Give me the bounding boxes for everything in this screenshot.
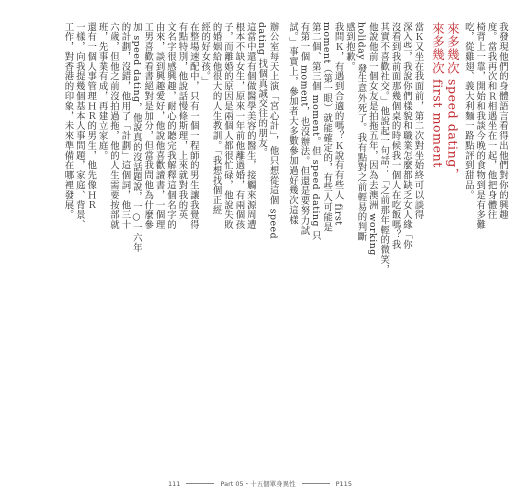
section-heading-line-2: 來多幾次 first moment (430, 22, 446, 168)
text-column: dating 找個真誠交往的朋友。 (256, 22, 268, 158)
text-column: 六歲，但他之前沒拍過拖，他的人生需要按部就 (108, 22, 119, 230)
text-column: 工作，對香港的印象，未來準備在哪裡發展。 (62, 22, 74, 220)
text-column: 文名字很感興趣，耐心的聽完我解釋這個名字的 (165, 22, 176, 230)
text-column: 感到抱歉。 (344, 22, 355, 72)
text-column: 第二個、第三個 moment。但 speed dating 只 (309, 22, 321, 241)
text-column: 我發現他們的身體語言看得出他們對你的興趣 (497, 22, 508, 220)
text-column: 加 speed dating，他說真的沒話題說，一○一六年 (130, 22, 142, 253)
text-column: 有點特別，他說話慢條斯理，上來就對我的英 (176, 22, 188, 220)
text-column: 吃，從雞翅、義大利麵一路點評到甜品。 (462, 22, 474, 201)
text-column: 由來，談到興趣愛好，他說他喜歡讀書，一個理 (153, 22, 165, 230)
footer-divider (186, 483, 214, 484)
text-column: 班，先事業有成，再建立家庭。 (96, 22, 108, 161)
text-column: 我問Ｋ，有遇到合適的嗎？Ｋ說有有些人 first (332, 22, 344, 226)
text-column: 試。」事實上，參加者大多數參加過好幾次這樣 (287, 22, 298, 225)
text-column: 這當中還有個做醫學美容的醫生，接觸來源周遭 (244, 22, 256, 230)
text-column: 當Ｋ又坐在我面前，第二次對坐始終可以談得 (412, 22, 424, 220)
text-column: 度。當我再次和Ｒ相遇坐在一起，他把身體往 (485, 22, 497, 220)
page-label: P115 (335, 479, 352, 488)
text-column: 經的好女孩。」 (199, 22, 211, 87)
text-column: 根本不缺女生，原來一年前他離過婚，有兩個孩 (233, 22, 245, 230)
text-column: holiday 發生意外死了。我有點對之前輕易的判斷 (355, 22, 367, 242)
section-heading-line-1: 來多幾次 speed dating， (445, 22, 461, 181)
page-footer (0, 479, 520, 488)
footer-divider (302, 483, 330, 484)
text-column: 深入些，我說你們樣貌和職業怎麼都缺乏女人緣「你 (401, 22, 412, 250)
page-number: 111 (168, 479, 181, 488)
text-column: 椅背上一靠，開始和我談今晚的食物到是有多難 (474, 22, 486, 230)
text-column: moment（第一眼）就能確定的，有些人可能是 (321, 22, 333, 232)
text-column: 沒看到我前面那幾個桌的時候我一個人在吃飯嗎？我 (389, 22, 401, 250)
text-column: 在整場速配中，只有一個一程師的男生讓我覺得 (187, 22, 199, 230)
text-column: 的婚姻給他很大的人生教訓。「我想找個正經 (210, 22, 222, 216)
text-column: 還有一個人事管理ＨＲ的男生，他先像ＨＲ (85, 22, 97, 210)
text-column: 其實不喜歡社交。」他說起一句話：「之前那年輕的微笑， (378, 22, 390, 275)
text-column: 辦公室每天上演「宮心計」，他只想從這個 speed (267, 22, 279, 240)
text-column: 工男喜歡看書絕對是加分，但當我問他為什麼參 (142, 22, 154, 230)
text-column: 一樣，向我提幾個基本人事問題，家庭、背景、 (73, 22, 85, 230)
text-column: 有第一個 moment，也沒辦法。但還是要努力試 (298, 22, 310, 236)
text-column: 的計劃，沒錯，他用了「計劃」這個詞，他三十 (119, 22, 131, 230)
chapter-title: Part 05・十五個單身異性 (220, 480, 296, 488)
text-column: 他說他前一個女友是拍拖五年，因為去澳洲 working (366, 22, 378, 256)
text-column: 子，而離婚的原因是兩個人都很忙碌，他說失敗 (222, 22, 233, 230)
